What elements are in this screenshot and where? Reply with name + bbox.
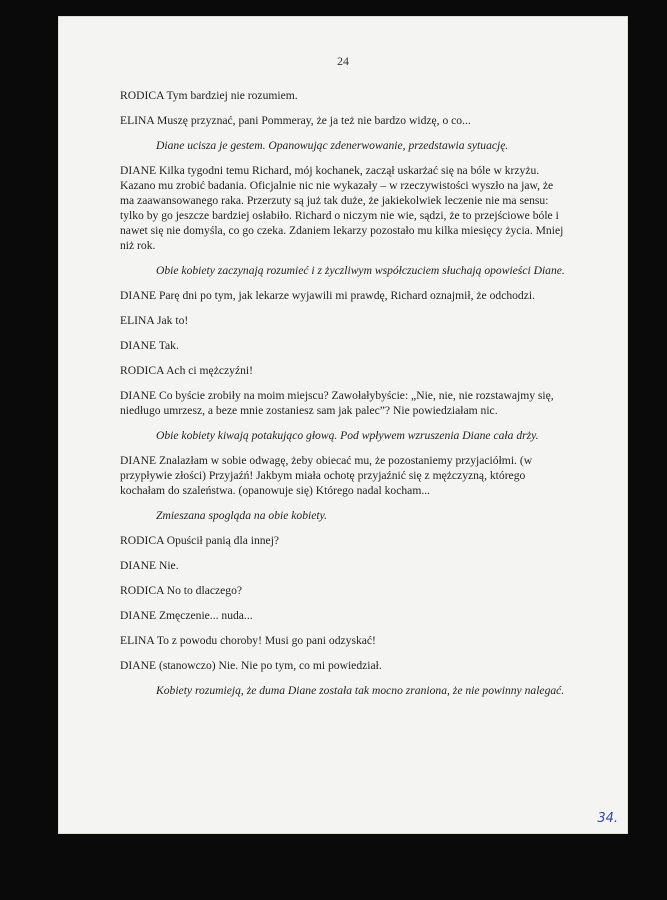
dialogue-line: RODICA Ach ci mężczyźni! <box>120 364 253 377</box>
stage-direction: Kobiety rozumieją, że duma Diane została tak mocno zraniona, że nie powinny nalegać. <box>156 684 565 697</box>
dialogue-line: DIANE Parę dni po tym, jak lekarze wyjawili mi prawdę, Richard oznajmił, że odchodzi. <box>120 289 535 302</box>
stage-direction: Obie kobiety kiwają potakująco głową. Pod wpływem wzruszenia Diane cała drży. <box>156 429 539 442</box>
dialogue-line: RODICA No to dlaczego? <box>120 584 243 597</box>
dialogue-line: RODICA Tym bardziej nie rozumiem. <box>120 89 298 102</box>
page-number: 24 <box>337 54 349 68</box>
stage-direction: Obie kobiety zaczynają rozumieć i z życzliwym współczuciem słuchają opowieści Diane. <box>156 264 565 277</box>
dialogue-line: ELINA To z powodu choroby! Musi go pani odzyskać! <box>120 634 376 647</box>
dialogue-line: ELINA Jak to! <box>120 314 189 327</box>
dialogue-line: DIANE Nie. <box>120 559 179 572</box>
dialogue-line: DIANE (stanowczo) Nie. Nie po tym, co mi powiedział. <box>120 659 382 672</box>
dialogue-line: ELINA Muszę przyznać, pani Pommeray, że ja też nie bardzo widzę, o co... <box>120 114 471 127</box>
stage-direction: Diane ucisza je gestem. Opanowując zdenerwowanie, przedstawia sytuację. <box>156 139 509 152</box>
dialogue-line: DIANE Znalazłam w sobie odwagę, żeby obiecać mu, że pozostaniemy przyjaciółmi. (w przypływie złości) Przyjaźń! Jakbym miała ochotę przyjaźnić się z mężczyzną, którego kochałam do szaleństwa. (opanowuje się) Którego nadal kocham... <box>120 454 533 497</box>
handwritten-page-mark: 34. <box>597 811 618 826</box>
dialogue-line: DIANE Tak. <box>120 339 179 352</box>
dialogue-line: RODICA Opuścił panią dla innej? <box>120 534 280 547</box>
dialogue-line: DIANE Kilka tygodni temu Richard, mój kochanek, zaczął uskarżać się na bóle w krzyżu. Kazano mu zrobić badania. Oficjalnie nic nie wykazały – w rzeczywistości wyszło na jaw, że ma zaawansowanego raka. Przerzuty są już tak duże, że jakiekolwiek leczenie nie ma sensu: tylko by go jeszcze bardziej osłabiło. Richard o niczym nie wie, sądzi, że to przejściowe bóle i nawet się nie domyśla, co go czeka. Zdaniem lekarzy pozostało mu kilka miesięcy życia. Mniej niż rok. <box>120 164 564 252</box>
stage-direction: Zmieszana spogląda na obie kobiety. <box>156 509 327 522</box>
dialogue-line: DIANE Zmęczenie... nuda... <box>120 609 253 622</box>
dialogue-line: DIANE Co byście zrobiły na moim miejscu? Zawołałybyście: „Nie, nie, nie rozstawajmy się, niedługo umrzesz, a beze mnie zostaniesz sam jak palec”? Nie powiedziałam nic. <box>120 389 554 417</box>
document-page <box>58 16 628 834</box>
script-text <box>120 88 568 708</box>
